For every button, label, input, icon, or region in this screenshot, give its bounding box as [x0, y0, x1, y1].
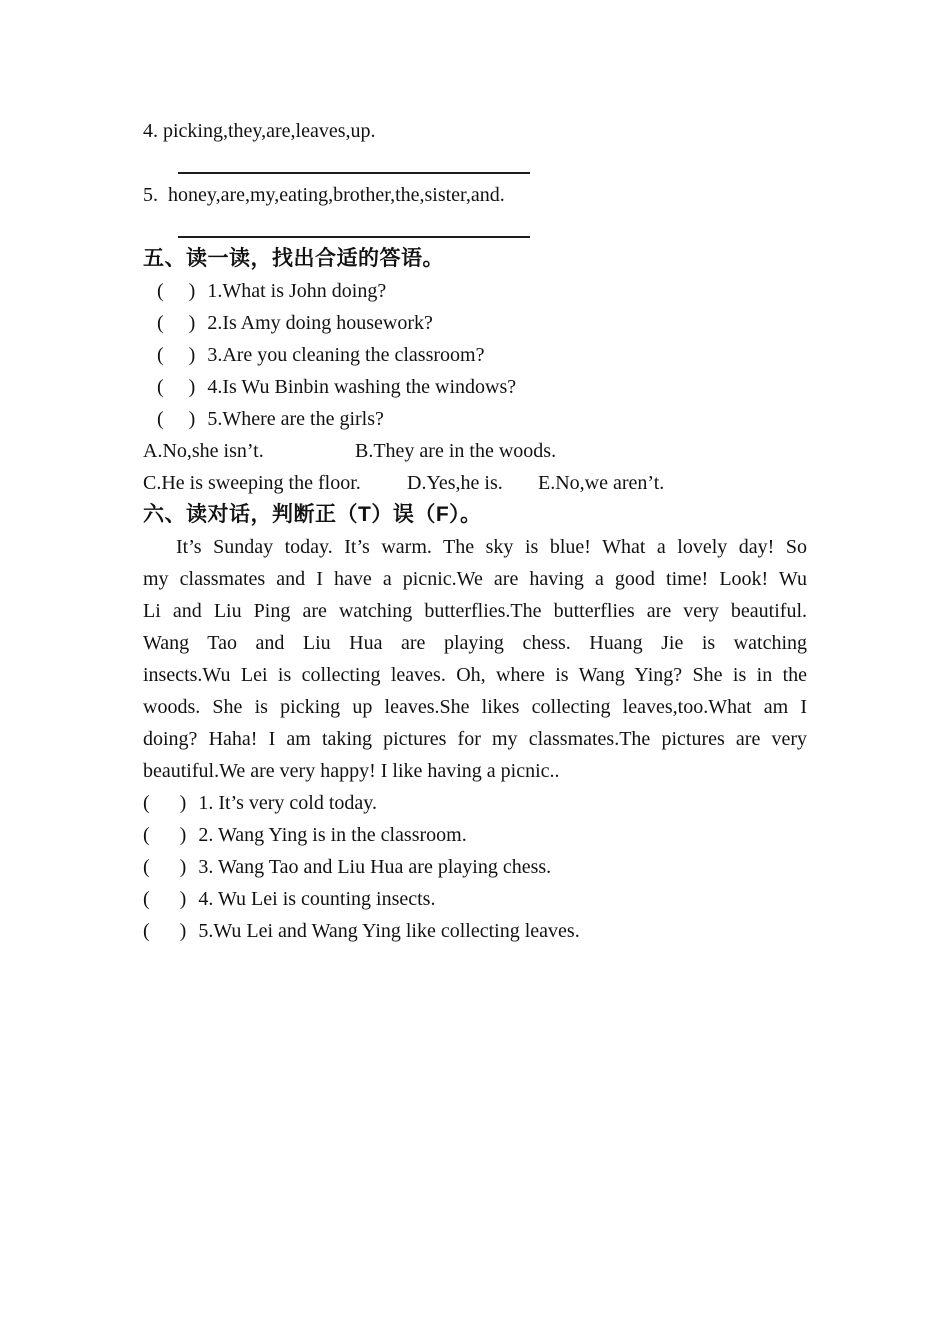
mc-question-row-5: [143, 403, 807, 435]
mc-question-row-1: [143, 275, 807, 307]
section5-heading: 五、读一读，找出合适的答语。: [143, 247, 444, 270]
answer-blank-row-2: [143, 211, 807, 243]
section6-heading: 六、读对话，判断正（T）误（F）。: [143, 503, 482, 526]
tf-paren-slot[interactable]: ( ): [143, 920, 187, 942]
mc-answer-e: E.No,we aren’t.: [538, 472, 665, 494]
mc-answers-row-2: [143, 467, 807, 499]
answer-blank-row-1: [143, 147, 807, 179]
word-order-item-4: [143, 115, 807, 147]
tf-statement-row-2: [143, 819, 807, 851]
passage-line-7: doing? Haha! I am taking pictures for my classmates.The pictures are very: [143, 728, 807, 750]
passage-line-6: woods. She is picking up leaves.She likes collecting leaves,too.What am I: [143, 696, 807, 718]
answer-paren-slot[interactable]: ( ): [157, 376, 196, 398]
tf-statement-text: 4. Wu Lei is counting insects.: [198, 888, 436, 910]
tf-paren-slot[interactable]: ( ): [143, 792, 187, 814]
mc-answers-row-1: [143, 435, 807, 467]
tf-paren-slot[interactable]: ( ): [143, 888, 187, 910]
passage-line-4: Wang Tao and Liu Hua are playing chess. Huang Jie is watching: [143, 632, 807, 654]
tf-statement-row-5: [143, 915, 807, 947]
tf-statement-text: 1. It’s very cold today.: [198, 792, 377, 814]
tf-paren-slot[interactable]: ( ): [143, 856, 187, 878]
mc-question-text: 4.Is Wu Binbin washing the windows?: [207, 376, 517, 398]
mc-question-text: 2.Is Amy doing housework?: [207, 312, 433, 334]
word-order-item-5: [143, 179, 807, 211]
mc-answer-c: C.He is sweeping the floor.: [143, 472, 361, 494]
tf-statement-row-3: [143, 851, 807, 883]
tf-statement-text: 5.Wu Lei and Wang Ying like collecting leaves.: [198, 920, 580, 942]
answer-blank-line-1[interactable]: [178, 147, 530, 174]
word-order-item-4-text: 4. picking,they,are,leaves,up.: [143, 120, 376, 142]
mc-question-row-4: [143, 371, 807, 403]
mc-question-text: 1.What is John doing?: [207, 280, 387, 302]
tf-paren-slot[interactable]: ( ): [143, 824, 187, 846]
mc-answer-b: B.They are in the woods.: [355, 440, 557, 462]
mc-question-row-2: [143, 307, 807, 339]
passage-line-8: beautiful.We are very happy! I like having a picnic..: [143, 760, 560, 782]
mc-question-text: 3.Are you cleaning the classroom?: [207, 344, 485, 366]
passage-line-3: Li and Liu Ping are watching butterflies.The butterflies are very beautiful.: [143, 600, 807, 622]
answer-blank-line-2[interactable]: [178, 211, 530, 238]
answer-paren-slot[interactable]: ( ): [157, 312, 196, 334]
answer-paren-slot[interactable]: ( ): [157, 408, 196, 430]
answer-paren-slot[interactable]: ( ): [157, 280, 196, 302]
tf-statement-text: 3. Wang Tao and Liu Hua are playing chess.: [198, 856, 552, 878]
tf-statement-row-4: [143, 883, 807, 915]
mc-answer-a: A.No,she isn’t.: [143, 440, 264, 462]
answer-paren-slot[interactable]: ( ): [157, 344, 196, 366]
passage-line-2: my classmates and I have a picnic.We are having a good time! Look! Wu: [143, 568, 807, 590]
tf-statement-row-1: [143, 787, 807, 819]
mc-question-row-3: [143, 339, 807, 371]
passage-line-1: It’s Sunday today. It’s warm. The sky is blue! What a lovely day! So: [176, 536, 807, 558]
passage-line-5: insects.Wu Lei is collecting leaves. Oh, where is Wang Ying? She is in the: [143, 664, 807, 686]
mc-answer-d: D.Yes,he is.: [407, 472, 503, 494]
word-order-item-5-text: 5. honey,are,my,eating,brother,the,sister,and.: [143, 184, 505, 206]
tf-statement-text: 2. Wang Ying is in the classroom.: [198, 824, 467, 846]
mc-question-text: 5.Where are the girls?: [207, 408, 384, 430]
